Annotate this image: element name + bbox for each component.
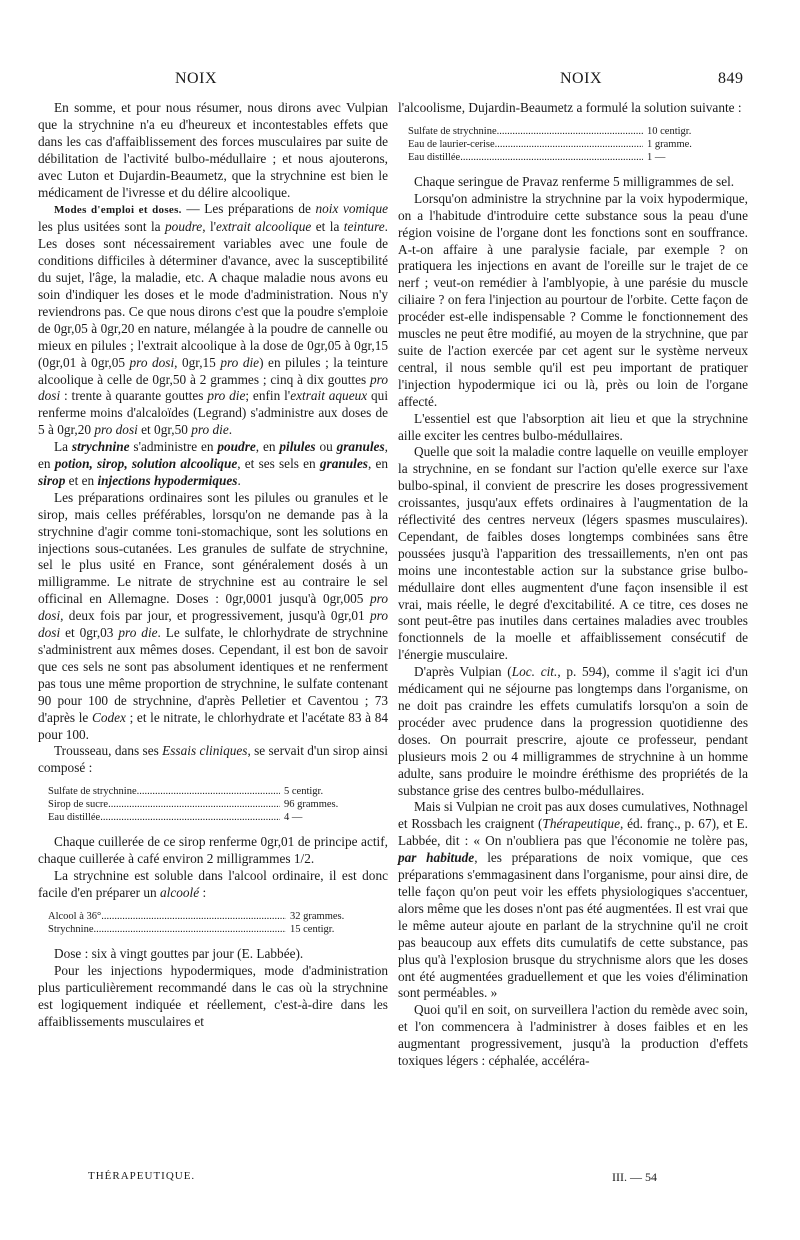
paragraph: Pour les injections hypodermiques, mode d'administration plus particulièrement recommandé dans le cas où la strychnine est logiquement indiquée et réellement, c'est-à-dire dans les affaiblissements musculaires et (38, 962, 388, 1029)
paragraph-modes-emploi: Modes d'emploi et doses. — Les préparations de noix vomique les plus usitées sont la poudre, l'extrait alcoolique et la teinture. Les doses sont nécessairement variables avec une foule de conditions difficiles à déterminer d'avance, avec la susceptibilité du sujet, l'âge, la maladie, etc. A chaque maladie nous avons eu soin d'indiquer les doses et le mode d'administration. Nous n'y reviendrons pas. Ce que nous dirons c'est que la poudre s'emploie de 0gr,05 à 0gr,20 en nature, mélangée à la poudre de cannelle ou mieux en pilules ; l'extrait alcoolique à la dose de 0gr,05 à 0gr,15 (0gr,01 à 0gr,05 pro dosi, 0gr,15 pro die) en pilules ; la teinture alcoolique à celle de 0gr,50 à 2 grammes ; cinq à dix gouttes pro dosi : trente à quarante gouttes pro die; enfin l'extrait aqueux qui renferme moins d'alcaloïdes (Legrand) s'administre aux doses de 5 à 0gr,20 pro dosi et 0gr,50 pro die. (38, 201, 389, 438)
recipe-row: Sulfate de strychnine ..... 10 centigr. (408, 125, 748, 138)
paragraph-trousseau: Trousseau, dans ses Essais cliniques, se servait d'un sirop ainsi composé : (38, 743, 388, 776)
recipe-injection (408, 125, 748, 164)
right-column (398, 100, 748, 1070)
paragraph: Chaque cuillerée de ce sirop renferme 0gr,01 de principe actif, chaque cuillerée à café environ 2 milligrammes 1/2. (38, 834, 388, 867)
footer-volume: III. — 54 (612, 1170, 657, 1184)
running-head-left: NOIX (175, 70, 217, 87)
paragraph-nothnagel: Mais si Vulpian ne croit pas aux doses cumulatives, Nothnagel et Rossbach les craignent (Thérapeutique, éd. franç., p. 67), et E. Labbée, dit : « On n'oubliera pas que l'économie ne tolère pas, par habitude, les préparations de noix vomique, que ces préparations s'emmagasinent dans l'organisme, pour ainsi dire, de telle façon qu'on peut voir les effets physiologiques s'accentuer, alors même que les doses n'ont pas été augmentées. Il est vrai que le même auteur ajoute en parlant de la strychnine qu'il ne croit pas beaucoup aux effets dits cumulatifs de cette substance, pas plus qu'à l'explosion brusque du strychnisme alors que les doses ont été augmentées graduellement et que les voies d'élimination sont perméables. » (398, 799, 748, 1001)
section-heading: Modes d'emploi et doses. (54, 204, 182, 217)
paragraph: l'alcoolisme, Dujardin-Beaumetz a formulé la solution suivante : (398, 100, 742, 115)
page-number: 849 (718, 70, 744, 87)
running-head-right: NOIX (560, 70, 602, 87)
paragraph-preparations: Les préparations ordinaires sont les pilules ou granules et le sirop, mais celles préférables, lorsqu'on ne demande pas à la strychnine d'agir comme toni-stomachique, sont les solutions en injections sous-cutanées. Les granules de sulfate de strychnine, sel le plus usité en France, sont généralement dosés à un milligramme. Le nitrate de strychnine est au contraire le sel officinal en Allemagne. Doses : 0gr,0001 jusqu'à 0gr,005 pro dosi, deux fois par jour, et progressivement, jusqu'à 0gr,01 pro dosi et 0gr,03 pro die. Le sulfate, le chlorhydrate de strychnine s'administrent aux mêmes doses. Cependant, il est bon de savoir que ces sels ne sont pas absolument identiques et ne renferment pas tous une même proportion de strychnine, le sulfate contenant 90 pour 100 de strychnine, d'après Pelletier et Caventou ; 73 d'après le Codex ; et le nitrate, le chlorhydrate et l'acétate 83 à 84 pour 100. (38, 489, 388, 742)
footer-signature: THÉRAPEUTIQUE. (88, 1170, 196, 1182)
paragraph: Quoi qu'il en soit, on surveillera l'action du remède avec soin, et l'on commencera à l'administrer à doses faibles et en les augmentant progressivement, jusqu'à la production d'effets toxiques légers : céphalée, accéléra- (398, 1002, 748, 1069)
recipe-row: Strychnine ..... 15 centigr. (48, 923, 388, 936)
recipe-row: Sulfate de strychnine ..... 5 centigr. (48, 785, 388, 798)
recipe-row: Sirop de sucre ..... 96 grammes. (48, 798, 388, 811)
recipe-sirop (48, 785, 388, 824)
left-column (38, 100, 388, 1030)
paragraph: En somme, et pour nous résumer, nous dirons avec Vulpian que la strychnine n'a eu d'heureux et incontestables effets que dans les cas d'affaiblissement des forces musculaires par suite de débilitation de l'activité bulbo-médullaire ; et nous ajouterons, avec Luton et Dujardin-Beaumetz, que la strychnine est bien le médicament de l'ivresse et du délire alcoolique. (38, 100, 388, 200)
paragraph: Quelle que soit la maladie contre laquelle on veuille employer la strychnine, en se fondant sur l'action qu'elle exerce sur l'axe bulbo-spinal, il convient de prescrire les doses progressivement croissantes, jusqu'aux effets ordinaires à l'augmentation de la réflectivité des centres nerveux (légers spasmes musculaires). Cependant, de faibles doses longtemps combinées sans être poussées jusqu'à l'apparition des tressaillements, n'en ont pas moins une incontestable action sur la substance grise bulbo-médullaire dont elles augmentent d'une façon insensible il est vrai, mais réelle, le degré d'excitabilité. A ce titre, ces doses ne sont peut-être pas inutiles dans certaines maladies avec troubles fonctionnels de la moelle et affaiblissement consécutif de l'énergie musculaire. (398, 444, 748, 663)
paragraph: Chaque seringue de Pravaz renferme 5 milligrammes de sel. (414, 173, 735, 189)
paragraph: Dose : six à vingt gouttes par jour (E. Labbée). (54, 945, 304, 961)
paragraph: Lorsqu'on administre la strychnine par la voix hypodermique, on a l'habitude d'introduire cette substance sous la peau d'une région voisine de l'organe dont les fonctions sont en souffrance. A-t-on affaire à une paralysie faciale, par exemple ? on pratiquera les injections en avant de l'oreille sur le trajet de ce nerf ; veut-on remédier à l'amblyopie, à une parésie du muscle ciliaire ? on fera l'injection au pourtour de l'orbite. Cette façon de procéder est-elle indispensable ? Comme le fonctionnement des muscles ne peut être modifié, au moyen de la strychnine, que par suite de l'action exercée par cet agent sur le système nerveux central, il nous semble qu'il est peu important de pratiquer l'injection hypodermique ici ou là, près ou loin de l'organe affecté. (398, 190, 748, 409)
recipe-row: Alcool à 36° ..... 32 grammes. (48, 910, 388, 923)
paragraph-strychnine: La strychnine s'administre en poudre, en pilules ou granules, en potion, sirop, solution alcoolique, et ses sels en granules, en sirop et en injections hypodermiques. (38, 439, 389, 488)
recipe-row: Eau distillée ..... 1 — (408, 151, 748, 164)
recipe-row: Eau distillée ..... 4 — (48, 811, 388, 824)
recipe-row: Eau de laurier-cerise ..... 1 gramme. (408, 138, 748, 151)
paragraph-vulpian: D'après Vulpian (Loc. cit., p. 594), comme il s'agit ici d'un médicament qui ne séjourne pas longtemps dans l'organisme, on ne doit pas craindre les effets cumulatifs lorsqu'on a soin de procéder avec prudence dans la progression quotidienne des doses. On pourrait prescrire, ajoute ce professeur, pendant plusieurs mois 2 ou 4 milligrammes de strychnine à un homme adulte, sans produire le moindre éréthisme des propriétés de la substance grise des centres bulbo-médullaires. (398, 664, 748, 798)
paragraph: L'essentiel est que l'absorption ait lieu et que la strychnine aille exciter les centres bulbo-médullaires. (398, 410, 748, 443)
recipe-alcoole (48, 910, 388, 936)
paragraph-alcoole: La strychnine est soluble dans l'alcool ordinaire, il est donc facile d'en préparer un alcoolé : (38, 868, 388, 900)
